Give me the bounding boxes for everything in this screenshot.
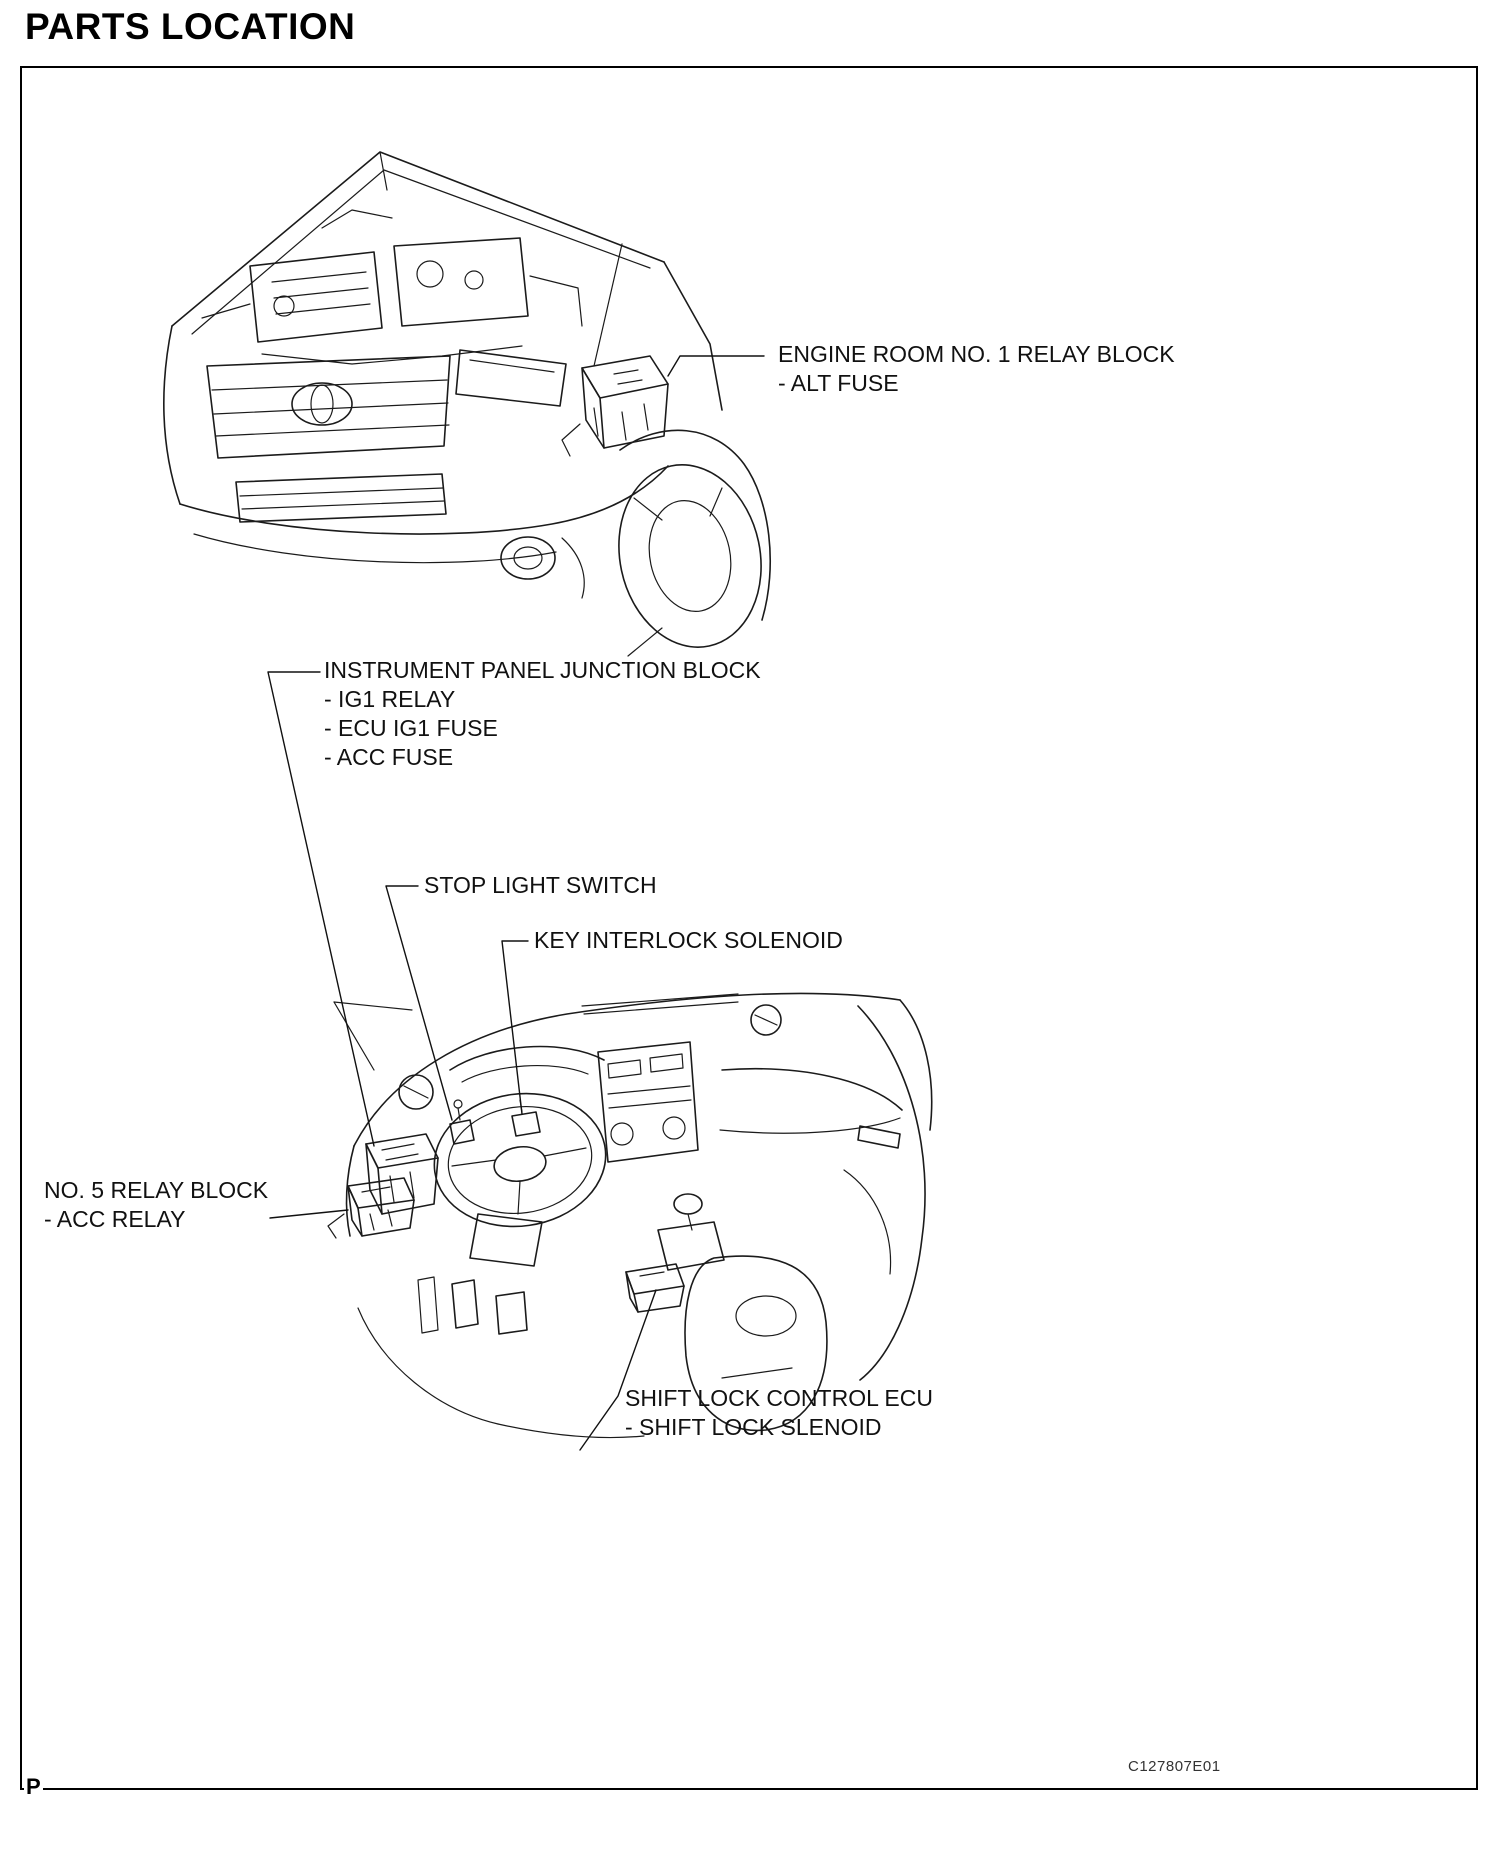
leader-line-key-interlock-solenoid [502, 941, 528, 1114]
engine-relay-block-part [562, 356, 668, 456]
callout-no5-relay-block [44, 1176, 268, 1234]
callout-key-interlock-solenoid [534, 926, 843, 955]
key-interlock-solenoid-part [512, 1100, 540, 1136]
no5-relay-block-part [328, 1178, 414, 1238]
engine-bay-illustration [164, 152, 778, 661]
callout-line: NO. 5 RELAY BLOCK [44, 1177, 269, 1203]
callout-line: STOP LIGHT SWITCH [424, 872, 657, 898]
callout-line: - ACC FUSE [324, 744, 454, 770]
callout-engine-room-relay-block [778, 340, 1175, 398]
shift-lock-ecu-part [626, 1264, 684, 1312]
callout-line: - IG1 RELAY [324, 686, 456, 712]
leader-line-stop-light-switch [386, 886, 452, 1120]
callout-shift-lock-control-ecu [625, 1384, 933, 1442]
callout-instrument-panel-junction-block [324, 656, 761, 772]
callout-line: - ALT FUSE [778, 370, 899, 396]
callout-line: KEY INTERLOCK SOLENOID [534, 927, 843, 953]
figure-code: C127807E01 [1128, 1758, 1221, 1775]
leader-lines [268, 356, 764, 1450]
callout-line: - SHIFT LOCK SLENOID [625, 1414, 882, 1440]
callout-line: INSTRUMENT PANEL JUNCTION BLOCK [324, 657, 761, 683]
diagram-frame [20, 66, 1478, 1790]
callout-line: - ACC RELAY [44, 1206, 186, 1232]
callout-line: - ECU IG1 FUSE [324, 715, 498, 741]
callout-line: ENGINE ROOM NO. 1 RELAY BLOCK [778, 341, 1175, 367]
page-title: PARTS LOCATION [25, 6, 356, 47]
callout-stop-light-switch [424, 871, 657, 900]
dashboard-illustration [334, 993, 932, 1437]
leader-line-no5-relay-block [270, 1210, 348, 1218]
page-marker: P [26, 1774, 41, 1799]
callout-line: SHIFT LOCK CONTROL ECU [625, 1385, 933, 1411]
